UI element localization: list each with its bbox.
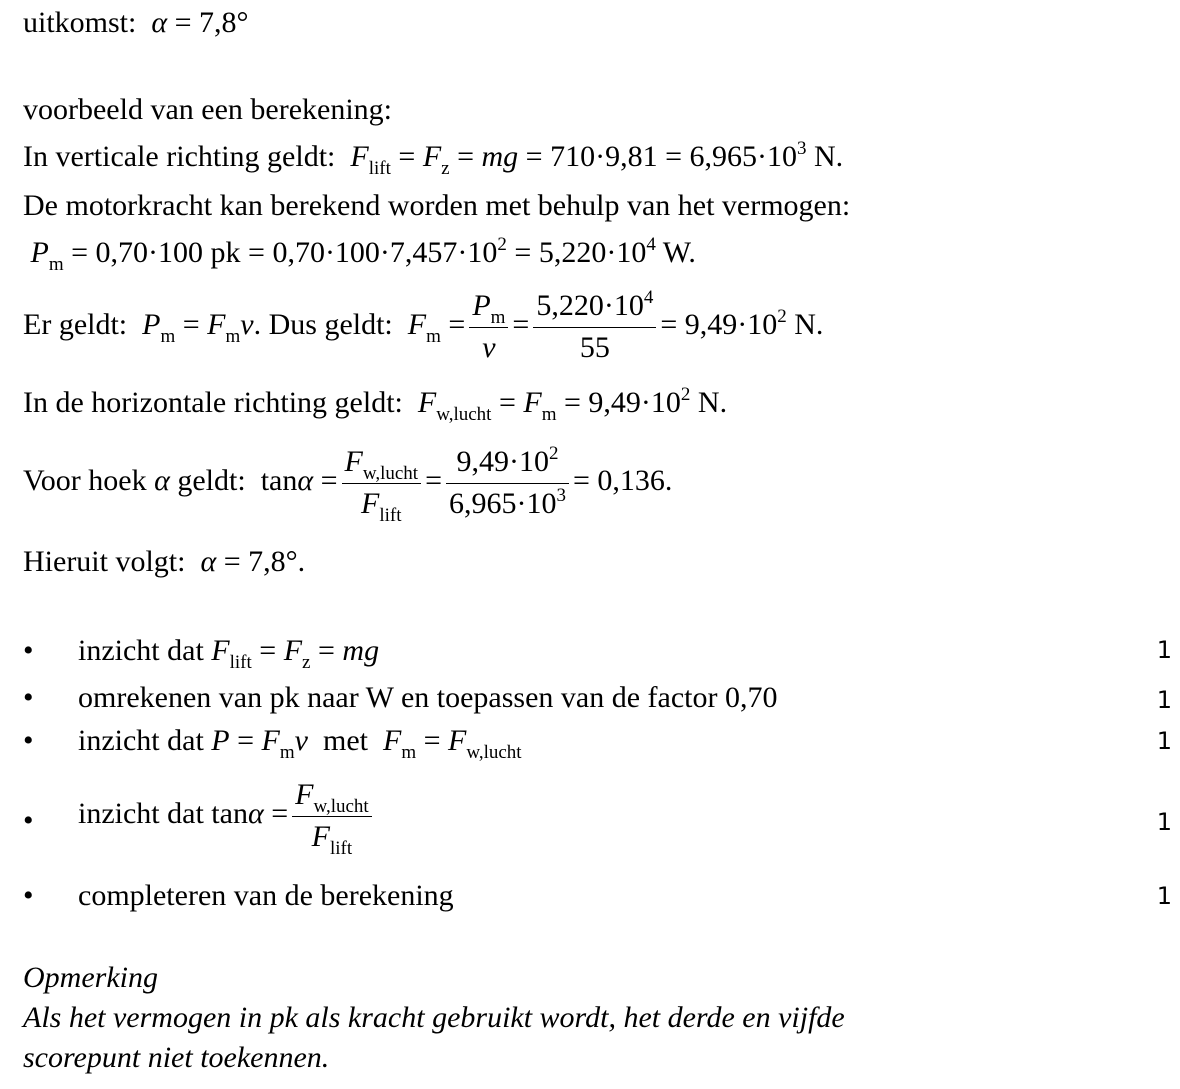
vertical-text: In verticale richting geldt: [23,140,336,173]
bullet-icon: • [23,634,34,667]
scoring-text: inzicht dat tanα = $\frac{F_{w,lucht}}{F_{lift}}$ [78,775,376,857]
bullet-icon: • [23,804,34,837]
remark-line-1: Als het vermogen in pk als kracht gebruikt wordt, het derde en vijfde [23,1001,845,1034]
vertical-line [23,138,844,179]
horizontal-formula: $F_{w,lucht} = F_m = 9,49\cdot 10^2$ N. [417,384,728,425]
bullet-icon: • [23,879,34,912]
conclusion-text: Hieruit volgt: [23,545,186,578]
example-heading: voorbeeld van een berekening: [23,93,393,126]
conclusion-value: α = 7,8°. [200,545,306,578]
conclusion-line [23,547,305,577]
scoring-text: omrekenen van pk naar W en toepassen van de factor 0,70 [78,681,778,714]
scoring-text: completeren van de berekening [78,879,454,912]
remark-line-2: scorepunt niet toekennen. [23,1041,330,1074]
angle-text: Voor hoek α geldt: [23,463,246,497]
result-value: α = 7,8° [151,6,249,39]
angle-formula: tanα = $\frac{F_{w,lucht}}{F_{lift}}$ = $\frac{9,49\cdot 10^2}{6,965\cdot 10^3}$ = 0,136. [253,443,673,526]
bullet-icon: • [23,681,34,714]
fm-text-2: Dus geldt: [268,307,393,341]
bullet-icon: • [23,724,34,757]
scoring-text: inzicht dat $F_{lift} = F_z$ = mg [78,634,380,673]
fm-formula: $F_m$ = $\frac{P_m}{v}$ = $\frac{5,220\cdot 10^4}{55}$ = $9,49\cdot 10^2$ N. [407,287,824,364]
horizontal-line [23,384,728,425]
angle-line [23,442,672,524]
score-points: 1 [1156,636,1172,664]
result-label: uitkomst: [23,6,137,39]
score-points: 1 [1156,686,1172,714]
motor-text: De motorkracht kan berekend worden met behulp van het vermogen: [23,189,851,222]
result-line [23,8,249,38]
fm-line: Er geldt: $P_m = F_mv$. Dus geldt: $F_m$ = $\frac{P_m}{v}$ = $\frac{5,220\cdot 10^4}{55}$ = $9,49\cdot 10^2$ N. [23,287,824,364]
remark-title: Opmerking [23,961,158,994]
fm-text-1: Er geldt: [23,307,128,341]
horizontal-text: In de horizontale richting geldt: [23,386,403,419]
score-points: 1 [1156,808,1172,836]
score-points: 1 [1156,882,1172,910]
score-points: 1 [1156,727,1172,755]
vertical-formula: $F_{lift} = F_z$ = mg = $710\cdot 9,81 = 6,965\cdot 10^3$ N. [350,138,844,179]
power-formula: $P_m = 0,70\cdot 100$ pk = $0,70\cdot 100\cdot 7,457\cdot 10^2 = 5,220\cdot 10^4$ W. [30,234,696,275]
scoring-text: inzicht dat $P = F_mv$ met $F_m = F_{w,lucht}$ [78,724,522,763]
